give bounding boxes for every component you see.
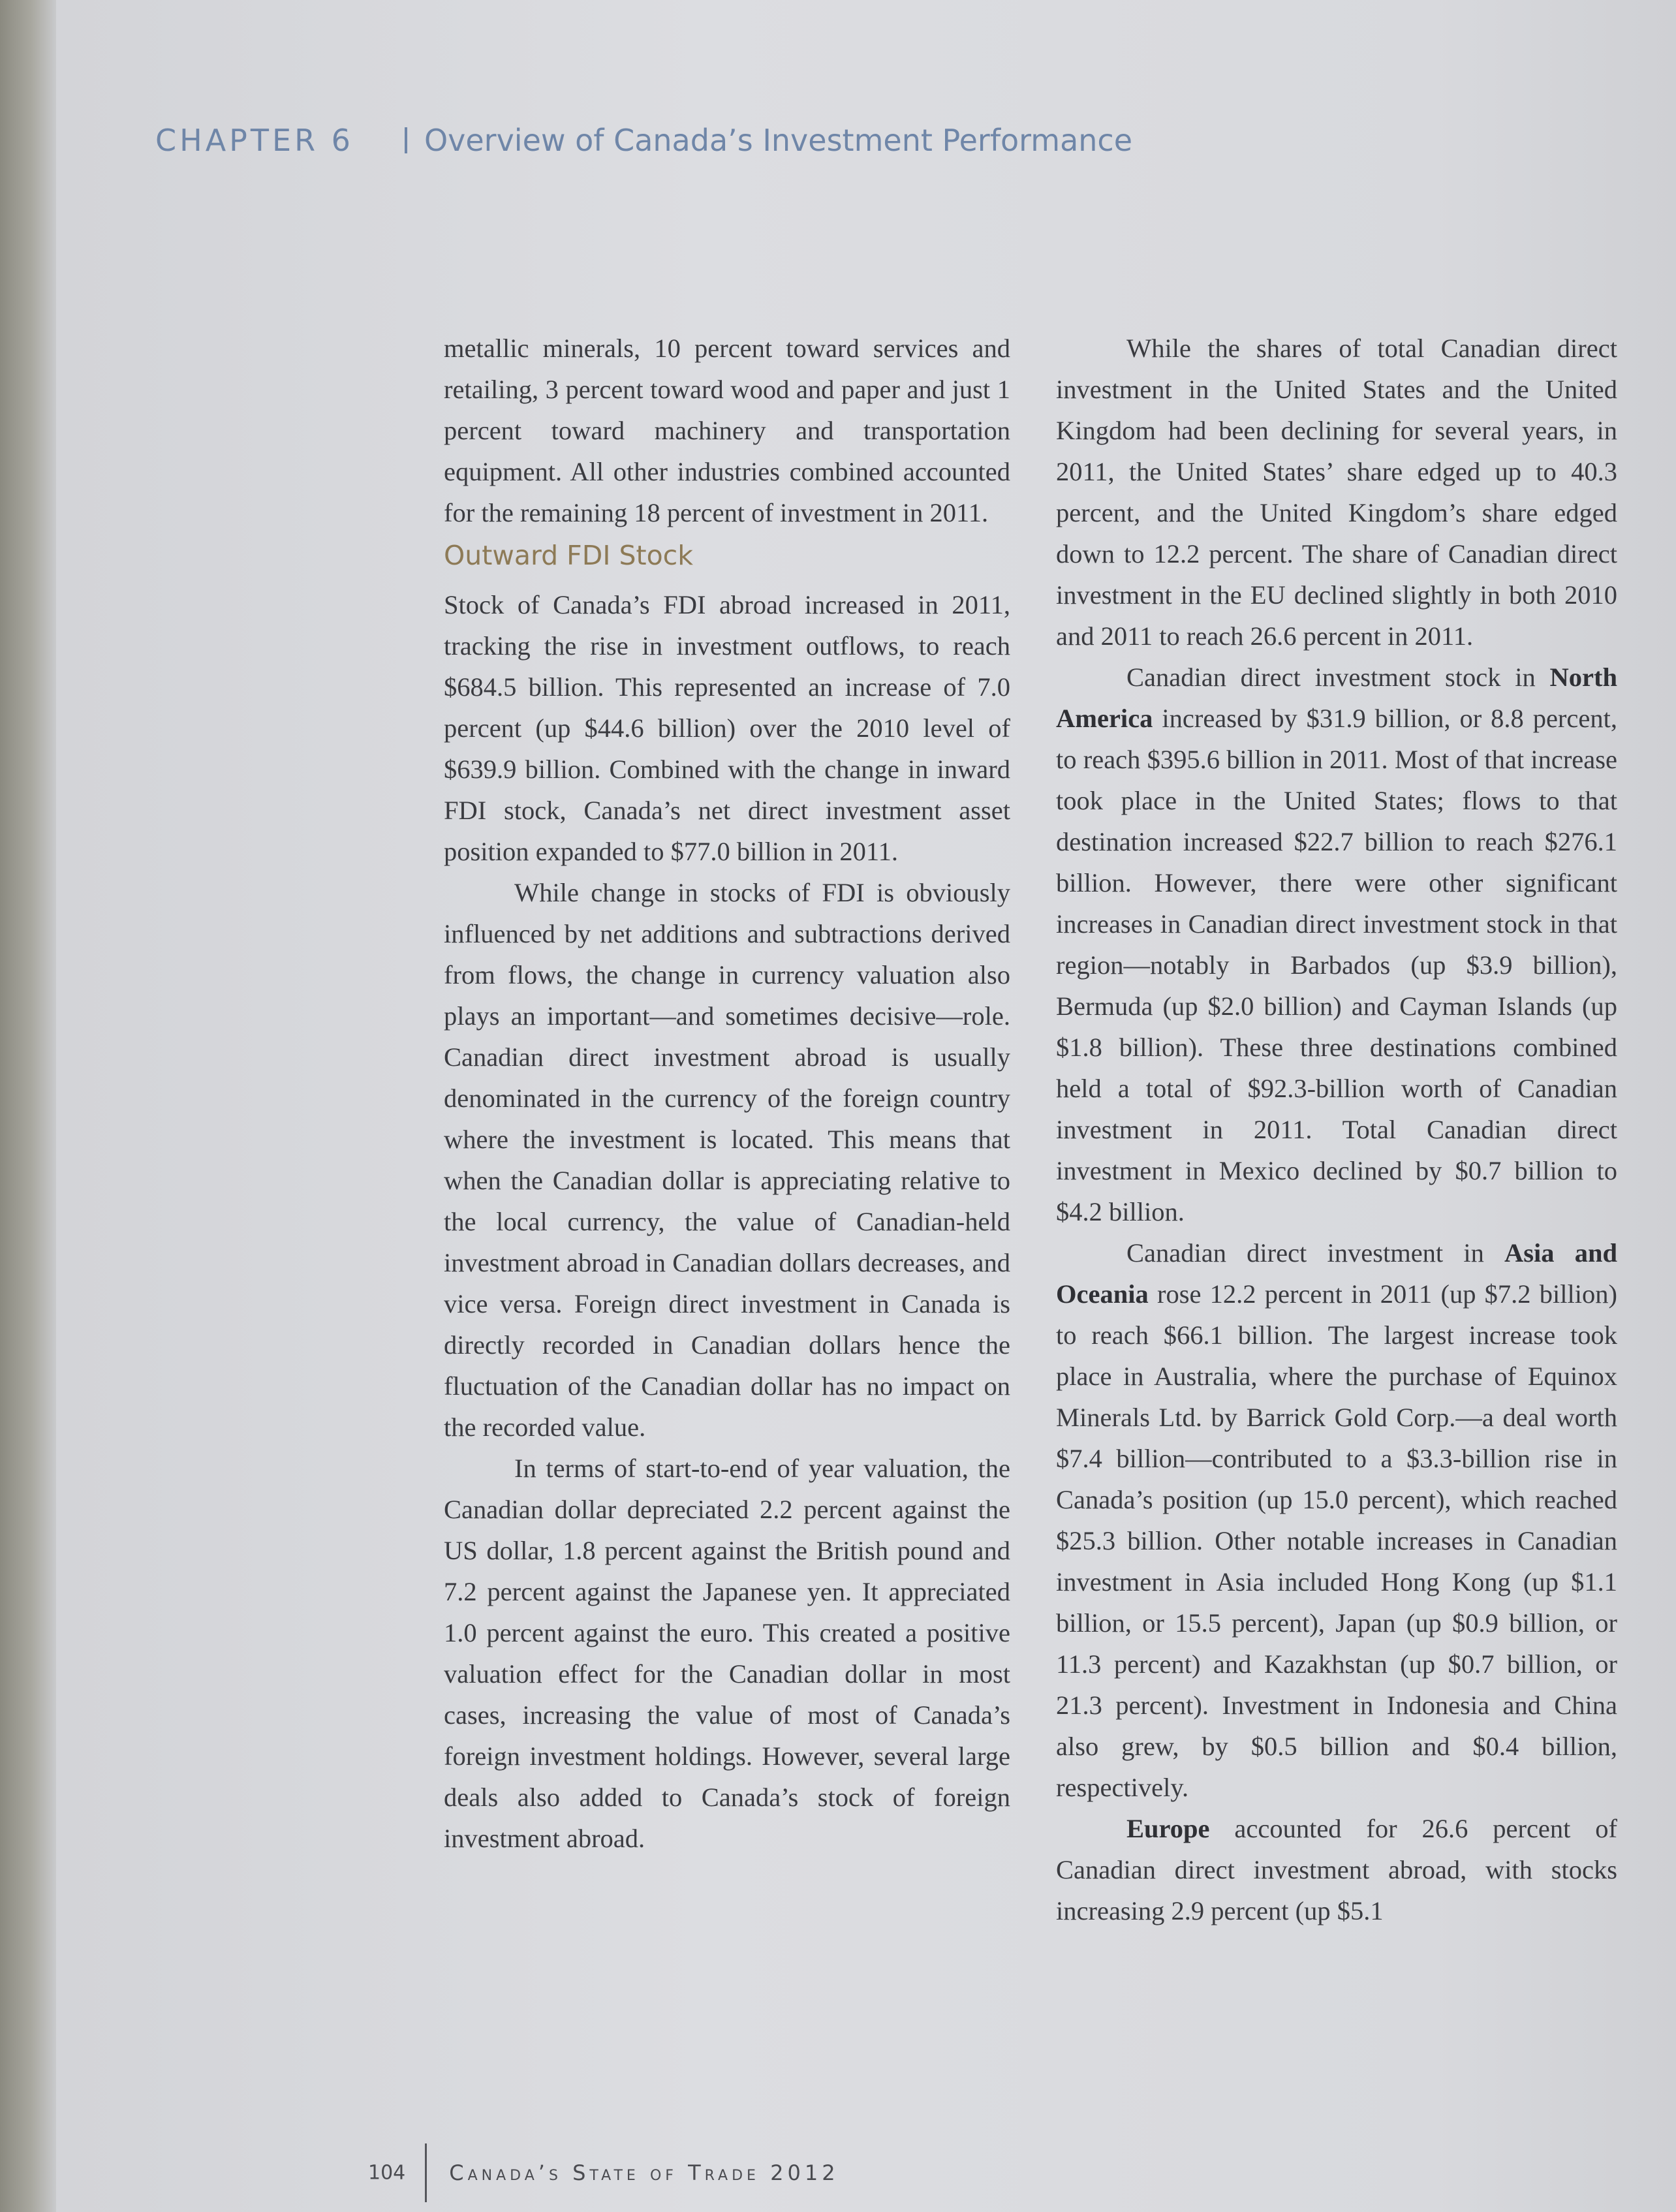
- page-footer: [368, 2143, 839, 2202]
- running-header: [155, 123, 1132, 158]
- region-term: Europe: [1126, 1814, 1210, 1843]
- document-page: [56, 0, 1676, 2212]
- footer-divider: [425, 2143, 427, 2202]
- publication-title: Canada’s State of Trade 2012: [449, 2160, 839, 2185]
- paragraph: In terms of start-to-end of year valuation, the Canadian dollar depreciated 2.2 percent against the US dollar, 1.8 percent against the British pound and 7.2 percent against the Japanese yen. It appreciated 1.0 percent against the euro. This created a positive valuation effect for the Canadian dollar in most cases, increasing the value of most of Canada’s foreign investment holdings. However, several large deals also added to Canada’s stock of foreign investment abroad.: [444, 1454, 1010, 1853]
- page-number: 104: [368, 2161, 406, 2185]
- paragraph: Stock of Canada’s FDI abroad increased in 2011, tracking the rise in investment outflows, to reach $684.5 billion. This represented an increase of 7.0 percent (up $44.6 billion) over the 2010 level of $639.9 billion. Combined with the change in inward FDI stock, Canada’s net direct investment asset position expanded to $77.0 billion in 2011.: [444, 590, 1010, 866]
- paragraph: [1056, 657, 1617, 1232]
- chapter-label: CHAPTER 6: [155, 123, 354, 158]
- paragraph-text: Canadian direct investment in: [1126, 1238, 1484, 1268]
- paragraph: [1056, 1808, 1617, 1931]
- paragraph: metallic minerals, 10 percent toward services and retailing, 3 percent toward wood and paper and just 1 percent toward machinery and transportation equipment. All other industries combined accounted for the remaining 18 percent of investment in 2011.: [444, 334, 1010, 527]
- right-column: [1056, 328, 1617, 1931]
- paragraph-text: increased by $31.9 billion, or 8.8 percent, to reach $395.6 billion in 2011. Most of that increase took place in the United States; flows to that destination increased $22.7 billion to reach $276.1 billion. However, there were other significant increases in Canadian direct investment stock in that region—notably in Barbados (up $3.9 billion), Bermuda (up $2.0 billion) and Cayman Islands (up $1.8 billion). These three destinations combined held a total of $92.3-billion worth of Canadian investment in 2011. Total Canadian direct investment in Mexico declined by $0.7 billion to $4.2 billion.: [1056, 704, 1617, 1226]
- chapter-title: Overview of Canada’s Investment Performance: [424, 123, 1133, 158]
- paragraph-text: rose 12.2 percent in 2011 (up $7.2 billion) to reach $66.1 billion. The largest increase took place in Australia, where the purchase of Equinox Minerals Ltd. by Barrick Gold Corp.—a deal worth $7.4 billion—contributed to a $3.3-billion rise in Canada’s position (up 15.0 percent), which reached $25.3 billion. Other notable increases in Canadian investment in Asia included Hong Kong (up $1.1 billion, or 15.5 percent), Japan (up $0.9 billion, or 11.3 percent) and Kazakhstan (up $0.7 billion, or 21.3 percent). Investment in Indonesia and China also grew, by $0.5 billion and $0.4 billion, respectively.: [1056, 1279, 1618, 1802]
- left-column: [444, 328, 1010, 1859]
- book-binding-shadow: [0, 0, 56, 2212]
- section-heading: Outward FDI Stock: [444, 540, 693, 571]
- header-divider: [405, 127, 407, 153]
- paragraph: While the shares of total Canadian direct investment in the United States and the United Kingdom had been declining for several years, in 2011, the United States’ share edged up to 40.3 percent, and the United Kingdom’s share edged down to 12.2 percent. The share of Canadian direct investment in the EU declined slightly in both 2010 and 2011 to reach 26.6 percent in 2011.: [1056, 334, 1617, 651]
- paragraph: While change in stocks of FDI is obviously influenced by net additions and subtractions derived from flows, the change in currency valuation also plays an important—and sometimes decisive—role. Canadian direct investment abroad is usually denominated in the currency of the foreign country where the investment is located. This means that when the Canadian dollar is appreciating relative to the local currency, the value of Canadian-held investment abroad in Canadian dollars decreases, and vice versa. Foreign direct investment in Canada is directly recorded in Canadian dollars hence the fluctuation of the Canadian dollar has no impact on the recorded value.: [444, 878, 1010, 1442]
- region-term: North America: [1056, 662, 1617, 733]
- region-term: Asia and Oceania: [1056, 1238, 1618, 1309]
- paragraph: [1056, 1232, 1617, 1808]
- paragraph-text: Canadian direct investment stock in: [1126, 662, 1536, 692]
- paragraph-text: accounted for 26.6 percent of Canadian direct investment abroad, with stocks increasing 2.9 percent (up $5.1: [1056, 1814, 1617, 1925]
